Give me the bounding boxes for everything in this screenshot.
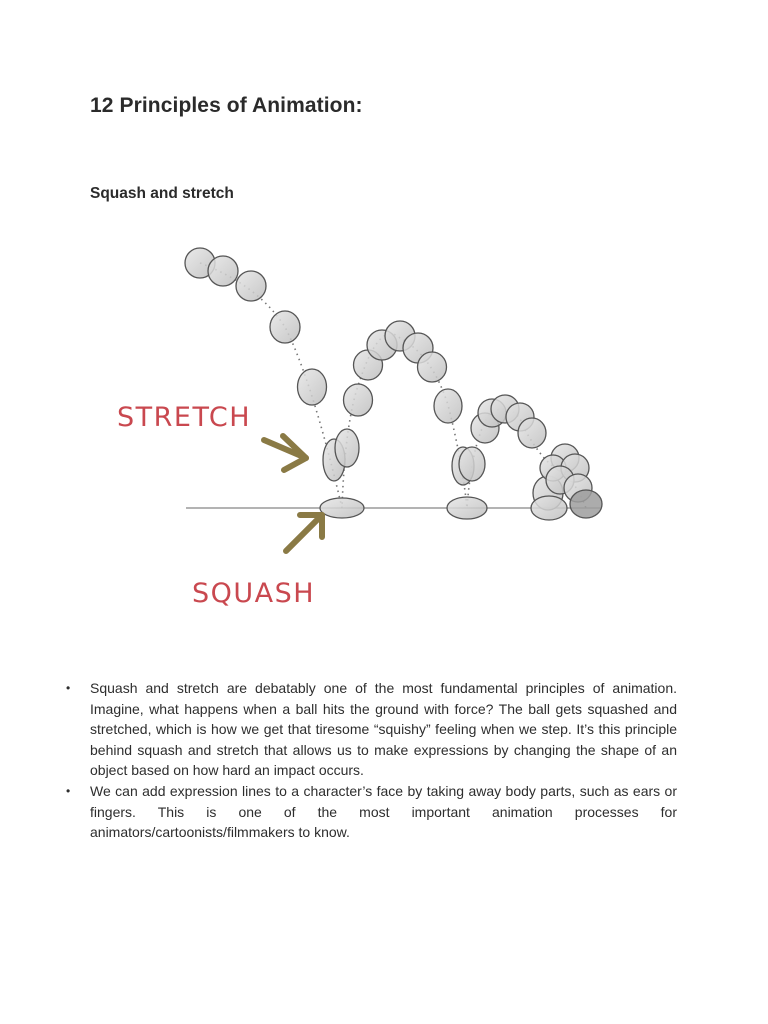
section-heading: Squash and stretch	[90, 185, 234, 202]
ball-frame	[270, 311, 300, 343]
squash-stretch-illustration	[100, 230, 620, 620]
bullet-item	[66, 678, 677, 781]
ball-frame-squash	[447, 497, 487, 519]
ball-frame	[570, 490, 602, 518]
ball-frame	[208, 256, 238, 286]
ball-frame	[236, 271, 266, 301]
ball-frame	[518, 418, 546, 448]
squash-arrow-icon	[286, 515, 322, 551]
page-title: 12 Principles of Animation:	[90, 94, 363, 117]
bullet-dot: •	[66, 681, 71, 695]
ball-frame	[418, 352, 447, 382]
ball-frame	[344, 384, 373, 416]
bullet-item	[66, 781, 677, 843]
bullet-list	[66, 678, 677, 843]
ball-frame-stretch	[335, 429, 359, 467]
ball-frame	[459, 447, 485, 481]
ball-frames	[185, 248, 602, 520]
stretch-label: STRETCH	[117, 402, 252, 433]
squash-label: SQUASH	[192, 578, 316, 609]
ball-frame-squash	[531, 496, 567, 520]
stretch-arrow-icon	[264, 436, 306, 470]
bullet-text: We can add expression lines to a character’s face by taking away body parts, such as ears or fingers. This is one of the most important animation processes for animators/cartoonists/filmmakers to know.	[90, 782, 677, 841]
ball-frame	[434, 389, 462, 423]
ball-frame-squash	[320, 498, 364, 518]
ball-frame	[298, 369, 327, 405]
bullet-dot: •	[66, 783, 71, 798]
bullet-text: Squash and stretch are debatably one of the most fundamental principles of animation. Imagine, what happens when a ball hits the ground with force? The ball gets squashed and stretched, which is how we get that tiresome “squishy” feeling when we step. It’s this principle behind squash and stretch that allows us to make expressions by changing the shape of an object based on how hard an impact occurs.	[90, 680, 677, 779]
